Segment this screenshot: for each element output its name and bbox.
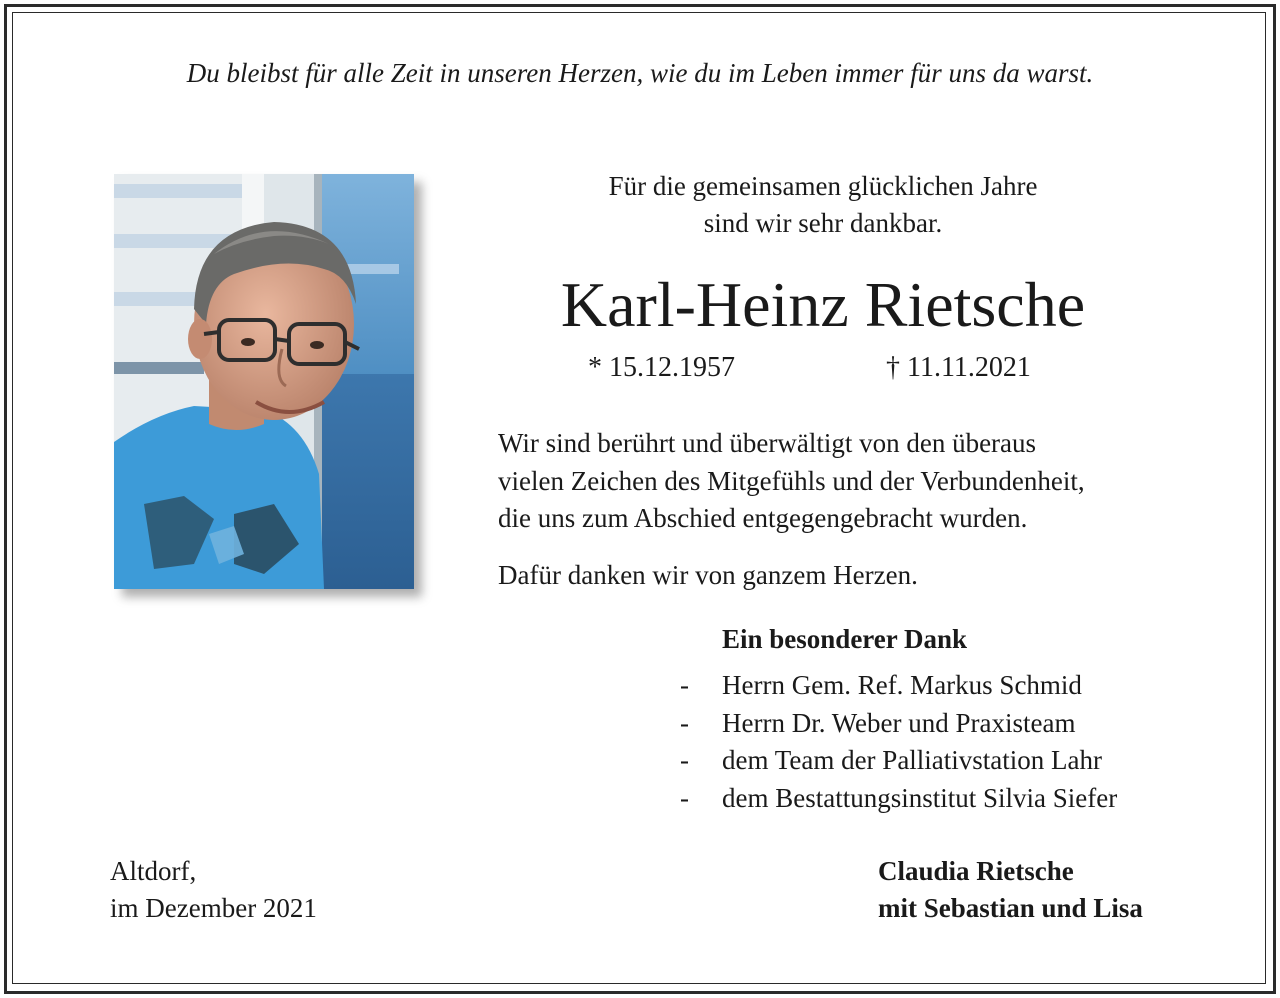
message-line-2: vielen Zeichen des Mitgefühls und der Verbundenheit, [498,465,1085,496]
deceased-name: Karl-Heinz Rietsche [560,269,1086,340]
place-line-2: im Dezember 2021 [110,893,317,923]
list-item-text: Herrn Dr. Weber und Praxisteam [722,707,1076,738]
message-line-3: die uns zum Abschied entgegengebracht wurden. [498,503,1028,533]
list-item [680,780,1117,818]
birth-date: * 15.12.1957 [588,352,735,383]
list-item-text: Herrn Gem. Ref. Markus Schmid [722,670,1082,700]
signature-line-1: Claudia Rietsche [878,856,1074,886]
portrait-photo [114,174,414,589]
dash-bullet: - [680,707,689,738]
list-item [680,742,1117,780]
special-thanks-list [680,667,1117,817]
message-line-1: Wir sind berührt und überwältigt von den überaus [498,428,1037,458]
dash-bullet: - [680,745,689,775]
list-item-text: dem Team der Palliativstation Lahr [722,745,1103,775]
thanks-message [498,425,1238,538]
special-thanks-title: Ein besonderer Dank [722,624,968,654]
dash-bullet: - [680,782,689,813]
intro-text [498,168,1148,242]
dash-bullet: - [680,670,689,700]
place-line-1: Altdorf, [110,856,197,886]
place-and-date [110,853,317,927]
death-date: † 11.11.2021 [886,352,1031,383]
intro-line-1: Für die gemeinsamen glücklichen Jahre [608,171,1038,201]
list-item [680,705,1117,743]
list-item [680,667,1117,705]
closing-line: Dafür danken wir von ganzem Herzen. [498,560,918,590]
motto: Du bleibst für alle Zeit in unseren Herzen, wie du im Leben immer für uns da warst. [186,58,1094,88]
intro-line-2: sind wir sehr dankbar. [703,208,943,238]
signature-line-2: mit Sebastian und Lisa [878,893,1143,923]
list-item-text: dem Bestattungsinstitut Silvia Siefer [722,782,1118,813]
family-signature [878,853,1143,927]
